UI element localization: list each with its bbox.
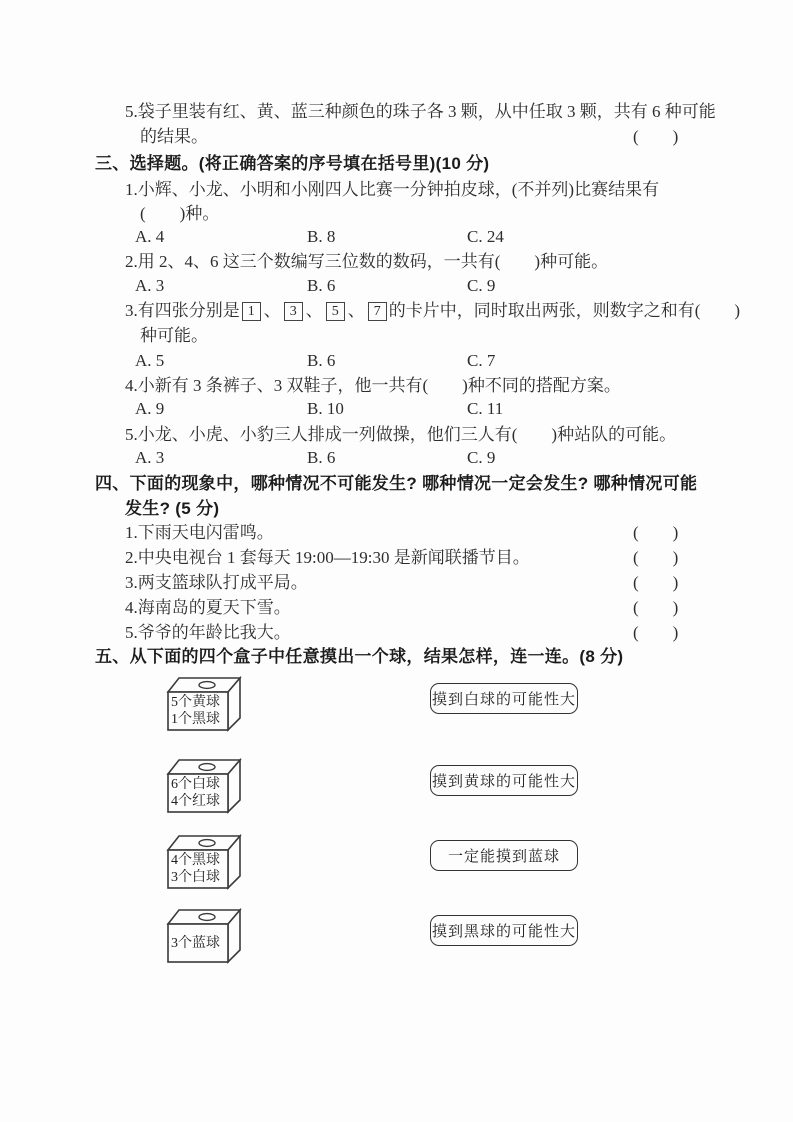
question-text: 5.小龙、小虎、小豹三人排成一列做操，他们三人有( )种站队的可能。 — [125, 425, 677, 444]
section-heading-text: 发生? (5 分) — [125, 499, 220, 518]
option-c: C. 9 — [467, 276, 496, 295]
box-line: 6个白球 — [171, 777, 220, 792]
question-text: 2.用 2、4、6 这三个数编写三位数的数码，一共有( )种可能。 — [125, 252, 609, 271]
phenomenon-item-3 — [95, 570, 691, 595]
question-1-line2 — [95, 201, 691, 226]
option-a: A. 3 — [135, 276, 165, 295]
phenomenon-item-1 — [95, 520, 691, 545]
card-separator: 、 — [305, 301, 323, 320]
question-text: 3.有四张分别是 — [125, 301, 240, 320]
box-contents — [171, 693, 227, 729]
box-contents — [171, 925, 227, 961]
number-card: 7 — [368, 302, 387, 321]
answer-blank: ( ) — [633, 573, 679, 592]
match-option-3: 一定能摸到蓝球 — [430, 840, 578, 871]
item-text: 5.爷爷的年龄比我大。 — [125, 623, 291, 642]
question-text: 的卡片中，同时取出两张，则数字之和有( ) — [388, 301, 741, 320]
card-separator: 、 — [347, 301, 365, 320]
box-line: 3个白球 — [171, 870, 220, 885]
question-4-options-row — [95, 396, 691, 421]
box-line: 4个红球 — [171, 794, 220, 809]
option-b: B. 6 — [307, 276, 336, 295]
item-text: 4.海南岛的夏天下雪。 — [125, 598, 291, 617]
judgment-item-5-line1 — [95, 99, 716, 124]
section-5-heading — [95, 644, 691, 669]
number-card: 3 — [284, 302, 303, 321]
box-line: 1个黑球 — [171, 712, 220, 727]
section-heading-text: 五、从下面的四个盒子中任意摸出一个球，结果怎样，连一连。(8 分) — [95, 647, 624, 666]
item-text: 3.两支篮球队打成平局。 — [125, 573, 308, 592]
phenomenon-item-5 — [95, 620, 691, 645]
option-c: C. 11 — [467, 399, 504, 418]
phenomenon-item-4 — [95, 595, 691, 620]
ball-box-1 — [166, 668, 244, 734]
answer-blank: ( ) — [633, 127, 679, 146]
ball-box-3 — [166, 826, 244, 892]
answer-blank: ( ) — [633, 623, 679, 642]
option-b: B. 10 — [307, 399, 344, 418]
answer-blank: ( ) — [633, 523, 679, 542]
question-2-line1 — [95, 249, 691, 274]
option-b: B. 8 — [307, 227, 336, 246]
question-3-line2 — [95, 323, 691, 348]
item-text: 的结果。 — [140, 127, 208, 146]
answer-blank: ( ) — [633, 548, 679, 567]
box-line: 4个黑球 — [171, 853, 220, 868]
card-separator: 、 — [263, 301, 281, 320]
option-a: A. 5 — [135, 351, 165, 370]
box-contents — [171, 775, 227, 811]
question-text: 种可能。 — [140, 326, 208, 345]
section-heading-text: 三、选择题。(将正确答案的序号填在括号里)(10 分) — [95, 154, 490, 173]
section-4-heading-line2 — [95, 496, 691, 521]
question-5-line1 — [95, 422, 691, 447]
match-option-1: 摸到白球的可能性大 — [430, 683, 578, 714]
question-text: 1.小辉、小龙、小明和小刚四人比赛一分钟拍皮球，(不并列)比赛结果有 — [125, 180, 660, 199]
section-4-heading-line1 — [95, 471, 698, 496]
question-4-line1 — [95, 373, 691, 398]
option-b: B. 6 — [307, 448, 336, 467]
box-line: 3个蓝球 — [171, 935, 220, 951]
question-2-options-row — [95, 273, 691, 298]
question-3-options-row — [95, 348, 691, 373]
option-a: A. 3 — [135, 448, 165, 467]
option-b: B. 6 — [307, 351, 336, 370]
match-option-4: 摸到黑球的可能性大 — [430, 915, 578, 946]
section-3-heading — [95, 151, 691, 176]
box-contents — [171, 851, 227, 887]
box-line: 5个黄球 — [171, 695, 220, 710]
item-text: 5.袋子里装有红、黄、蓝三种颜色的珠子各 3 颗，从中任取 3 颗，共有 6 种可能 — [125, 102, 716, 121]
match-option-2: 摸到黄球的可能性大 — [430, 765, 578, 796]
phenomenon-item-2 — [95, 545, 691, 570]
question-text: 4.小新有 3 条裤子、3 双鞋子，他一共有( )种不同的搭配方案。 — [125, 376, 621, 395]
number-card: 1 — [242, 302, 261, 321]
option-a: A. 4 — [135, 227, 165, 246]
item-text: 1.下雨天电闪雷鸣。 — [125, 523, 274, 542]
question-1-options-row — [95, 224, 691, 249]
judgment-item-5-line2 — [95, 124, 691, 149]
question-text: ( )种。 — [140, 204, 220, 223]
number-card: 5 — [326, 302, 345, 321]
option-c: C. 7 — [467, 351, 496, 370]
section-heading-text: 四、下面的现象中，哪种情况不可能发生? 哪种情况一定会发生? 哪种情况可能 — [95, 474, 698, 493]
item-text: 2.中央电视台 1 套每天 19:00—19:30 是新闻联播节目。 — [125, 548, 530, 567]
ball-box-4 — [166, 900, 244, 966]
option-a: A. 9 — [135, 399, 165, 418]
option-c: C. 24 — [467, 227, 504, 246]
question-5-options-row — [95, 445, 691, 470]
answer-blank: ( ) — [633, 598, 679, 617]
option-c: C. 9 — [467, 448, 496, 467]
question-1-line1 — [95, 177, 691, 202]
question-3-line1 — [95, 298, 741, 323]
ball-box-2 — [166, 750, 244, 816]
